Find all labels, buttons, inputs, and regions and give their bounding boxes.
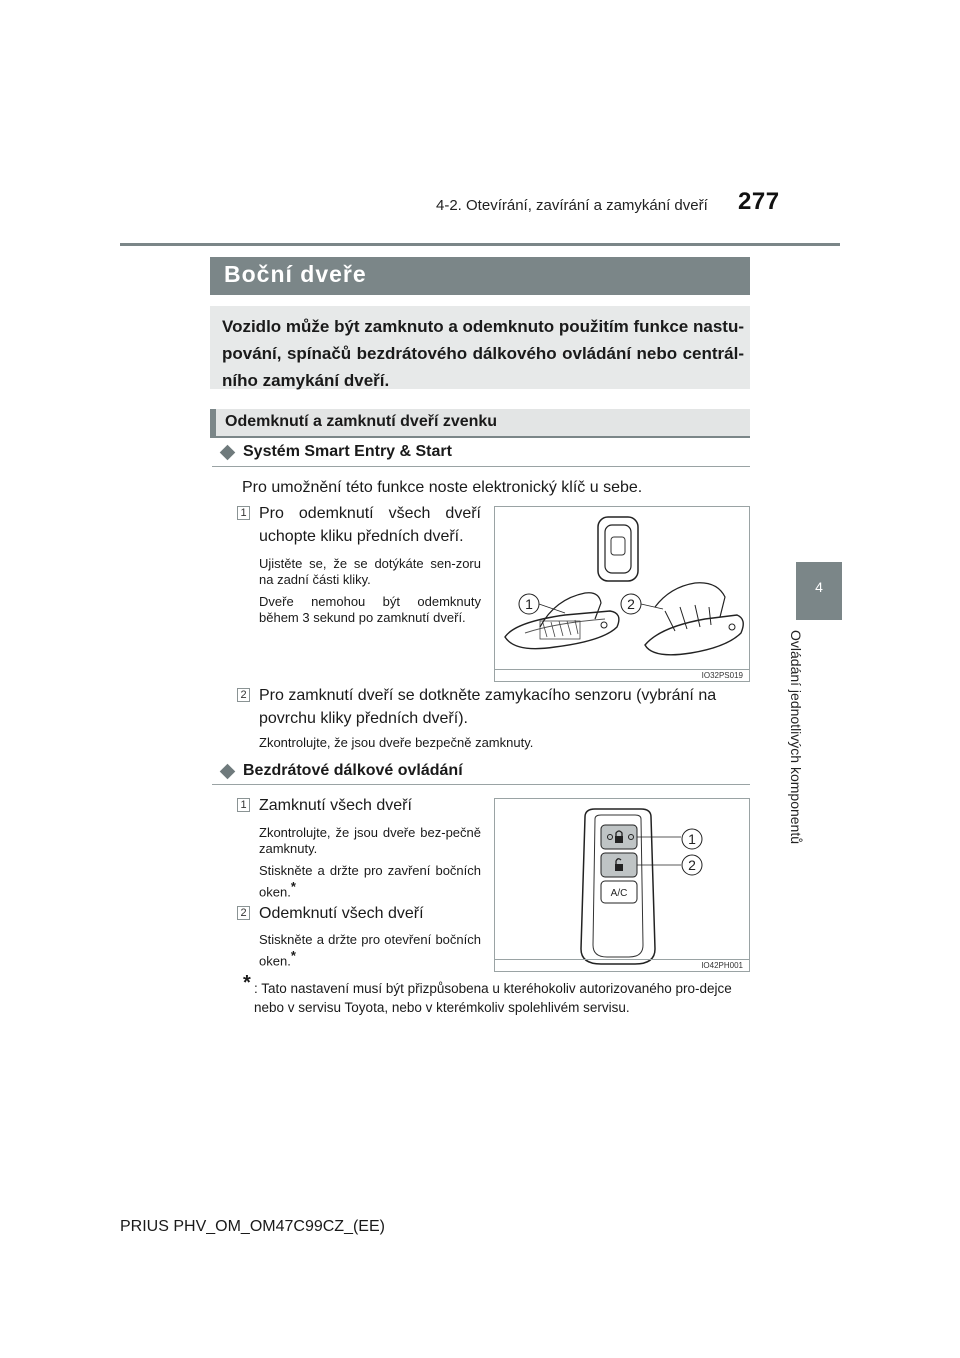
- remote-heading: Bezdrátové dálkové ovládání: [243, 762, 463, 779]
- step-number: 2: [237, 688, 250, 702]
- step-note: Dveře nemohou být odemknuty během 3 sekund po zamknutí dveří.: [259, 594, 481, 625]
- key-fob-icon: [581, 809, 655, 964]
- remote-key-drawing: [495, 799, 749, 971]
- callout-1-label: 1: [688, 831, 696, 847]
- figure-code: IO42PH001: [701, 961, 743, 970]
- step-note: Zkontrolujte, že jsou dveře bezpečně zamknuty.: [259, 735, 534, 750]
- document-id: PRIUS PHV_OM_OM47C99CZ_(EE): [120, 1218, 385, 1235]
- diamond-bullet-icon: [220, 445, 236, 461]
- page-number: 277: [738, 188, 780, 215]
- heading-rule: [212, 784, 750, 785]
- step-number: 1: [237, 506, 250, 520]
- step-text: Odemknutí všech dveří: [259, 905, 424, 922]
- chapter-tab-title: Ovládání jednotlivých komponentů: [788, 630, 804, 845]
- smart-entry-heading: Systém Smart Entry & Start: [243, 443, 452, 460]
- smart-key-icon: [598, 517, 638, 581]
- step-note: [259, 932, 481, 969]
- step-text: Zamknutí všech dveří: [259, 797, 412, 814]
- door-handle-right: [645, 583, 743, 655]
- door-handle-drawing: [495, 507, 749, 681]
- footnote-text: : Tato nastavení musí být přizpůsobena u kteréhokoliv autorizovaného pro-dejce nebo v servisu Toyota, nebo v kterémkoliv spolehlivém servisu.: [254, 981, 732, 1015]
- running-header-section: 4-2. Otevírání, zavírání a zamykání dveří: [436, 197, 708, 214]
- footnote-marker: *: [243, 972, 251, 994]
- ac-button-label: A/C: [610, 888, 628, 899]
- smart-entry-lead: Pro umožnění této funkce noste elektronický klíč u sebe.: [242, 479, 643, 496]
- asterisk-marker: *: [290, 948, 296, 963]
- intro-text: Vozidlo může být zamknuto a odemknuto použitím funkce nastu-pování, spínačů bezdrátového dálkového ovládání nebo centrál-ního zamykání dveří.: [222, 317, 744, 390]
- callout-2-label: 2: [627, 596, 635, 612]
- page-title: Boční dveře: [224, 261, 367, 287]
- step-note: Zkontrolujte, že jsou dveře bez-pečně zamknuty.: [259, 825, 481, 856]
- subsection-title: Odemknutí a zamknutí dveří zvenku: [225, 413, 498, 430]
- step-text: Pro odemknutí všech dveří uchopte kliku předních dveří.: [259, 505, 481, 545]
- heading-rule: [212, 466, 750, 467]
- callout-2-label: 2: [688, 857, 696, 873]
- step-note: Ujistěte se, že se dotýkáte sen-zoru na zadní části kliky.: [259, 556, 481, 587]
- remote-key-illustration: [494, 798, 750, 972]
- step-text: Pro zamknutí dveří se dotkněte zamykacího senzoru (vybrání na povrchu kliky předních dveří).: [259, 687, 717, 727]
- step-number: 2: [237, 906, 250, 920]
- step-note-text: Stiskněte a držte pro zavření bočních oken.: [259, 863, 481, 900]
- asterisk-marker: *: [290, 879, 296, 894]
- subsection-rule: [210, 436, 750, 438]
- figure-code: IO32PS019: [701, 671, 743, 680]
- diamond-bullet-icon: [220, 764, 236, 780]
- callout-1-label: 1: [525, 596, 533, 612]
- step-note-text: Stiskněte a držte pro otevření bočních oken.: [259, 932, 481, 969]
- door-handle-illustration: [494, 506, 750, 682]
- step-note: [259, 863, 481, 900]
- step-number: 1: [237, 798, 250, 812]
- chapter-tab-number: 4: [815, 579, 823, 595]
- callout-1-marker: [519, 594, 565, 614]
- header-rule: [120, 243, 840, 246]
